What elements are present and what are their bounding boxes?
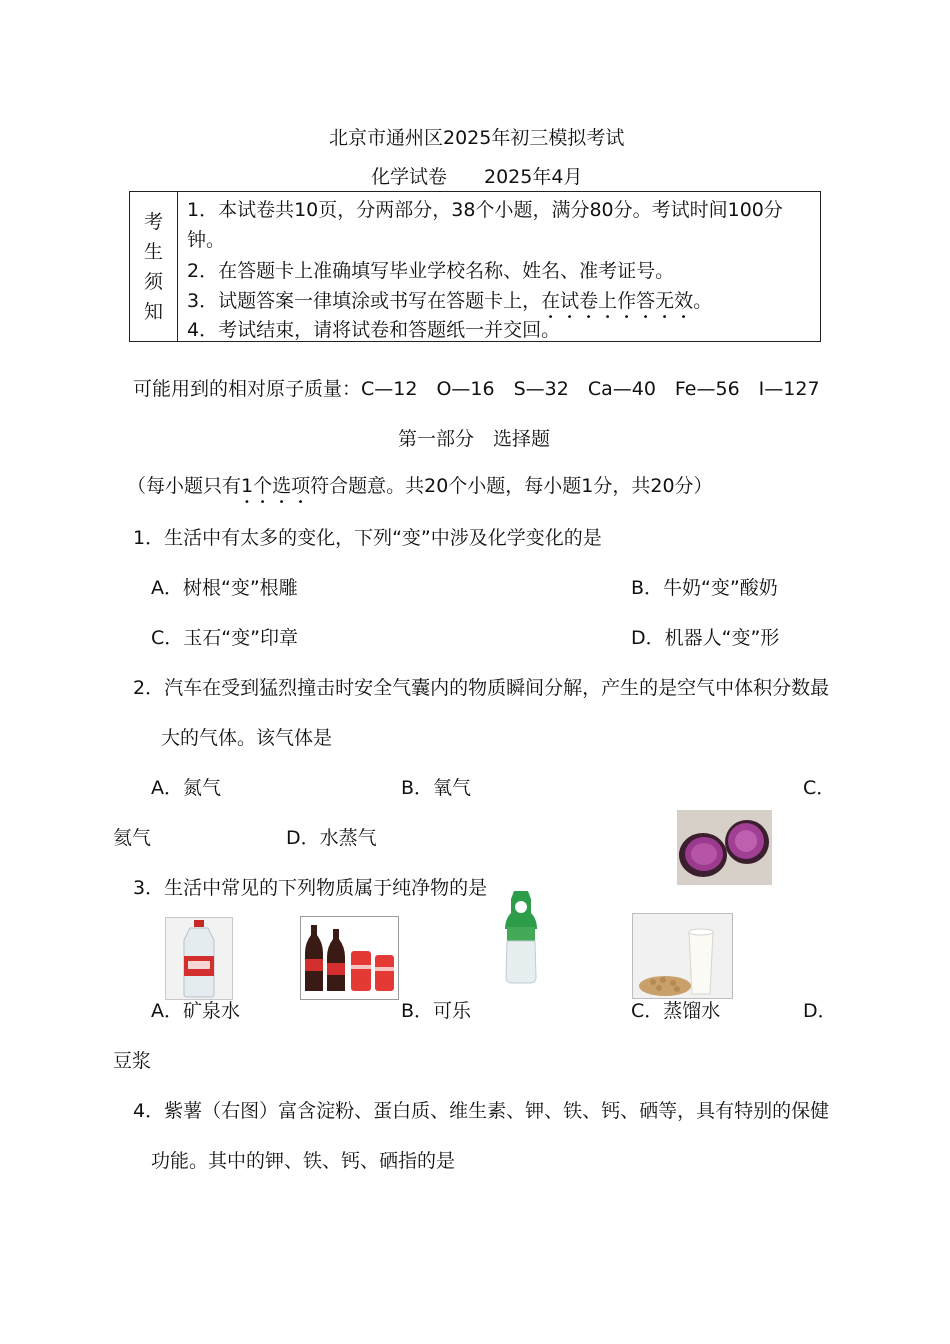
purple-sweet-potato-image (677, 810, 772, 885)
atomic-mass-label: 可能用到的相对原子质量： (133, 378, 362, 400)
atomic-mass-line (133, 376, 820, 402)
distilled-water-image (501, 889, 541, 985)
q1-option-d: D．机器人“变”形 (631, 627, 780, 649)
notice-line-3-emphasis: 在试卷上作答无效 (541, 290, 694, 312)
q1-stem: 1．生活中有太多的变化，下列“变”中涉及化学变化的是 (133, 527, 602, 549)
notice-label-char: 须 (143, 270, 163, 293)
q3-option-c: C．蒸馏水 (631, 1000, 721, 1022)
q2-option-d: D．水蒸气 (286, 827, 377, 849)
q3-option-b: B．可乐 (401, 1000, 472, 1022)
exam-date: 2025年4月 (484, 166, 583, 188)
part1-title: 第一部分 选择题 (398, 428, 551, 450)
q1-option-c: C．玉石“变”印章 (151, 627, 298, 649)
part1-instr-emphasis: 1个选项 (241, 475, 311, 497)
q3-option-d-text: 豆浆 (113, 1050, 152, 1072)
notice-label-char: 生 (143, 240, 163, 263)
q3-option-a: A．矿泉水 (151, 1000, 240, 1022)
part1-instr-post: 符合题意。共20个小题，每小题1分，共20分） (310, 475, 713, 497)
q2-option-c-letter: C． (803, 777, 836, 799)
q4-stem-cont: 功能。其中的钾、铁、钙、硒指的是 (151, 1150, 456, 1172)
notice-line-4: 4．考试结束，请将试卷和答题纸一并交回。 (187, 319, 561, 341)
notice-line-3-pre: 3．试题答案一律填涂或书写在答题卡上， (187, 290, 542, 312)
cola-image (300, 916, 399, 1000)
notice-line-2: 2．在答题卡上准确填写毕业学校名称、姓名、准考证号。 (187, 260, 675, 282)
q2-stem: 2．汽车在受到猛烈撞击时安全气囊内的物质瞬间分解，产生的是空气中体积分数最 (133, 677, 830, 699)
q4-stem: 4．紫薯（右图）富含淀粉、蛋白质、维生素、钾、铁、钙、硒等，具有特别的保健 (133, 1100, 830, 1122)
notice-line-1: 1．本试卷共10页，分两部分，38个小题，满分80分。考试时间100分 (187, 199, 783, 221)
mineral-water-image (165, 917, 233, 1000)
atomic-mass-values: C—12 O—16 S—32 Ca—40 Fe—56 I—127 (361, 378, 820, 400)
q2-option-b: B．氧气 (401, 777, 472, 799)
q1-option-a: A．树根“变”根雕 (151, 577, 298, 599)
notice-line-3-post: 。 (693, 290, 713, 312)
notice-line-1-cont: 钟。 (187, 229, 226, 251)
q2-option-c-text: 氦气 (113, 827, 152, 849)
notice-table (129, 191, 821, 342)
q2-stem-cont: 大的气体。该气体是 (161, 727, 333, 749)
part1-instructions (127, 473, 713, 508)
exam-subject: 化学试卷 (371, 166, 448, 188)
notice-label-char: 考 (143, 210, 163, 233)
q1-option-b: B．牛奶“变”酸奶 (631, 577, 778, 599)
soy-milk-image (632, 913, 733, 999)
exam-title: 北京市通州区2025年初三模拟考试 (329, 127, 625, 149)
notice-label-char: 知 (143, 300, 163, 323)
q3-stem: 3．生活中常见的下列物质属于纯净物的是 (133, 877, 488, 899)
q3-option-d-letter: D． (803, 1000, 837, 1022)
q2-option-a: A．氮气 (151, 777, 221, 799)
part1-instr-pre: （每小题只有 (127, 475, 242, 497)
notice-label (130, 192, 178, 341)
